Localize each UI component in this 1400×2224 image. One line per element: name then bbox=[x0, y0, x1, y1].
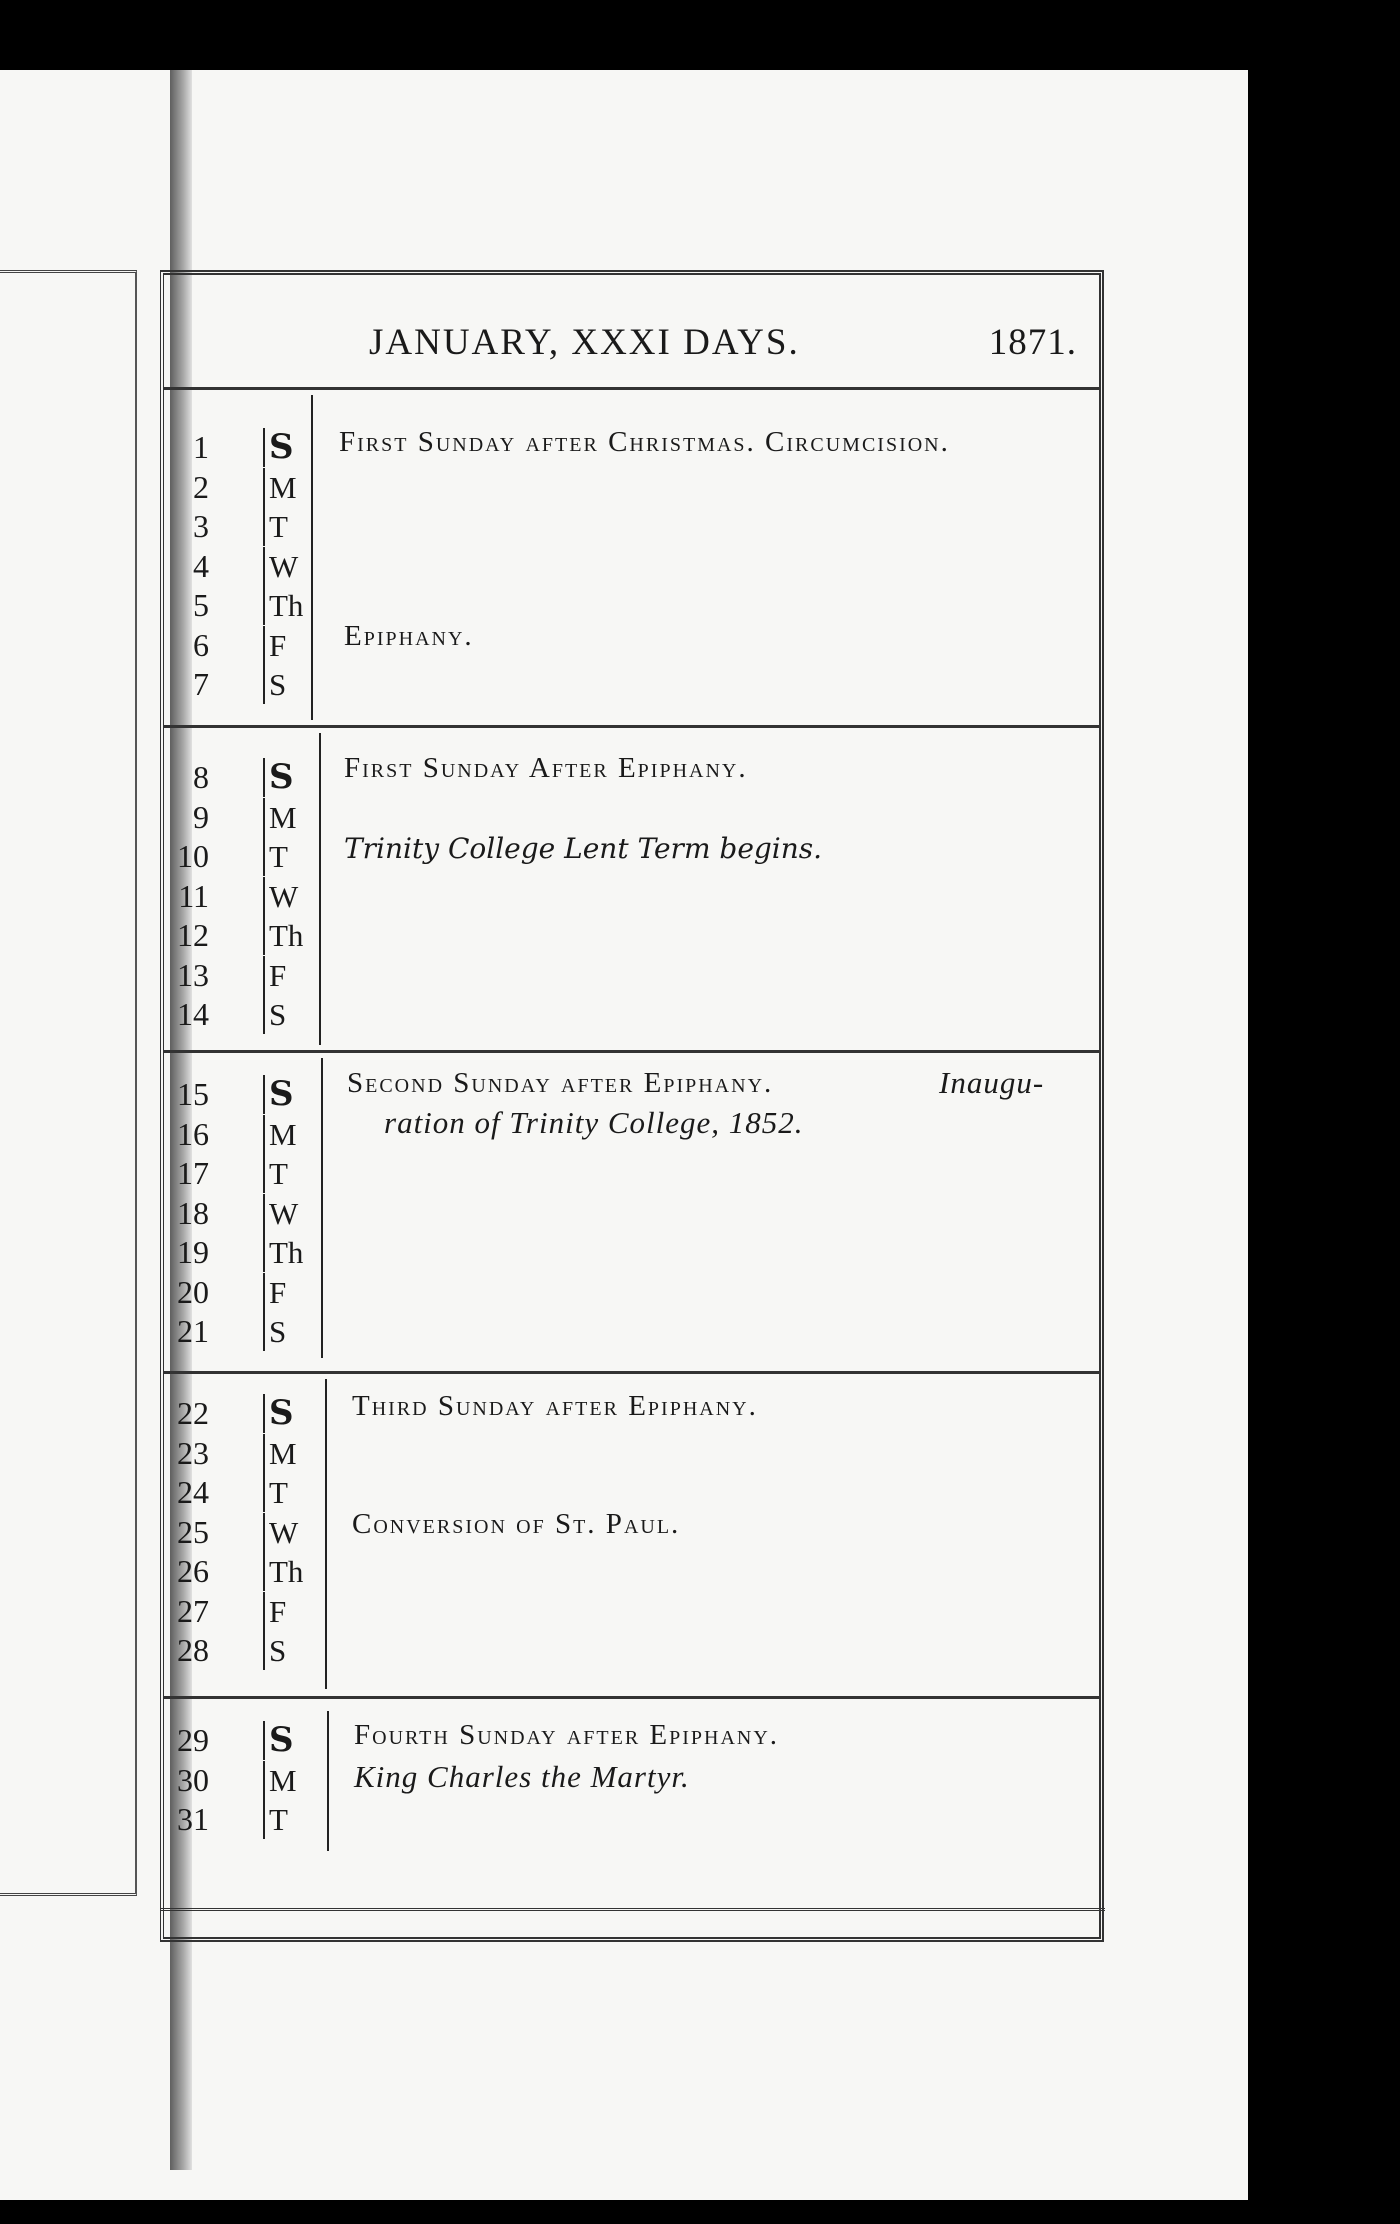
date-number: 2 bbox=[193, 468, 209, 505]
day-row bbox=[164, 1154, 324, 1194]
date-number: 1 bbox=[193, 429, 209, 465]
day-row bbox=[164, 837, 324, 877]
weekday-letter: M bbox=[263, 798, 329, 837]
calendar-entry: Third Sunday after Epiphany. bbox=[352, 1390, 758, 1422]
day-row bbox=[164, 1721, 324, 1761]
calendar-header bbox=[164, 275, 1099, 390]
date-number: 24 bbox=[177, 1474, 209, 1510]
date-number: 27 bbox=[177, 1592, 209, 1629]
day-row bbox=[164, 1273, 324, 1313]
calendar-entry: Fourth Sunday after Epiphany. bbox=[354, 1719, 780, 1751]
week-block bbox=[164, 1699, 1099, 1869]
day-rows bbox=[164, 1394, 324, 1671]
week-block bbox=[164, 390, 1099, 728]
weekday-letter: W bbox=[263, 1513, 329, 1552]
date-number: 25 bbox=[177, 1513, 209, 1550]
weekday-letter: T bbox=[263, 1800, 329, 1839]
day-row bbox=[164, 758, 324, 798]
day-row bbox=[164, 1115, 324, 1155]
week-block bbox=[164, 1374, 1099, 1699]
date-number: 14 bbox=[177, 996, 209, 1032]
weekday-letter: W bbox=[263, 877, 329, 916]
date-number: 21 bbox=[177, 1313, 209, 1349]
week-block bbox=[164, 728, 1099, 1053]
month-title: JANUARY, XXXI DAYS. bbox=[369, 322, 800, 363]
weekday-letter: T bbox=[263, 1154, 329, 1193]
weekday-letter: S bbox=[263, 665, 329, 704]
date-number: 16 bbox=[177, 1115, 209, 1152]
date-number: 7 bbox=[193, 666, 209, 702]
date-number: 6 bbox=[193, 626, 209, 663]
weekday-letter: W bbox=[263, 1194, 329, 1233]
day-row bbox=[164, 507, 324, 547]
weekday-letter: M bbox=[263, 1115, 329, 1154]
column-rule bbox=[311, 395, 313, 720]
calendar-entry: ration of Trinity College, 1852. bbox=[384, 1105, 804, 1140]
day-row bbox=[164, 956, 324, 996]
weekday-letter: Th bbox=[263, 1233, 329, 1272]
date-number: 18 bbox=[177, 1194, 209, 1231]
day-row bbox=[164, 1233, 324, 1273]
weekday-letter: S bbox=[263, 995, 329, 1034]
bottom-rule bbox=[160, 1908, 1105, 1911]
weekday-letter: S bbox=[263, 758, 329, 797]
day-row bbox=[164, 665, 324, 705]
calendar-entry: Trinity College Lent Term begins. bbox=[344, 832, 823, 865]
day-row bbox=[164, 547, 324, 587]
weekday-letter: S bbox=[263, 1631, 329, 1670]
weekday-letter: M bbox=[263, 1761, 329, 1800]
calendar-entry: Conversion of St. Paul. bbox=[352, 1508, 681, 1540]
day-row bbox=[164, 626, 324, 666]
weekday-letter: Th bbox=[263, 1552, 329, 1591]
date-number: 26 bbox=[177, 1553, 209, 1589]
day-rows bbox=[164, 1075, 324, 1352]
date-number: 10 bbox=[177, 838, 209, 874]
date-number: 12 bbox=[177, 917, 209, 953]
day-row bbox=[164, 1552, 324, 1592]
calendar-entry: First Sunday after Christmas. Circumcision. bbox=[339, 426, 950, 458]
day-rows bbox=[164, 1721, 324, 1840]
day-row bbox=[164, 995, 324, 1035]
weekday-letter: T bbox=[263, 507, 329, 546]
weekday-letter: F bbox=[263, 956, 329, 995]
weekday-letter: Th bbox=[263, 586, 329, 625]
date-number: 19 bbox=[177, 1234, 209, 1270]
weekday-letter: S bbox=[263, 1394, 329, 1433]
calendar-frame bbox=[160, 270, 1104, 1942]
calendar-entry: King Charles the Martyr. bbox=[354, 1759, 690, 1794]
weekday-letter: S bbox=[263, 1075, 329, 1114]
day-row bbox=[164, 1761, 324, 1801]
day-row bbox=[164, 1312, 324, 1352]
weekday-letter: F bbox=[263, 1273, 329, 1312]
date-number: 17 bbox=[177, 1155, 209, 1191]
day-rows bbox=[164, 758, 324, 1035]
day-row bbox=[164, 468, 324, 508]
weekday-letter: M bbox=[263, 468, 329, 507]
date-number: 28 bbox=[177, 1632, 209, 1668]
day-row bbox=[164, 798, 324, 838]
calendar-entry: First Sunday After Epiphany. bbox=[344, 752, 748, 784]
weekday-letter: F bbox=[263, 626, 329, 665]
date-number: 29 bbox=[177, 1722, 209, 1758]
column-rule bbox=[325, 1379, 327, 1689]
day-row bbox=[164, 428, 324, 468]
day-row bbox=[164, 1434, 324, 1474]
weekday-letter: T bbox=[263, 837, 329, 876]
facing-page-edge bbox=[0, 270, 137, 1896]
date-number: 13 bbox=[177, 956, 209, 993]
date-number: 11 bbox=[178, 877, 209, 914]
calendar-entry: Inaugu- bbox=[939, 1065, 1045, 1100]
date-number: 4 bbox=[193, 547, 209, 584]
weekday-letter: F bbox=[263, 1592, 329, 1631]
date-number: 20 bbox=[177, 1273, 209, 1310]
day-row bbox=[164, 877, 324, 917]
date-number: 15 bbox=[177, 1076, 209, 1112]
weekday-letter: Th bbox=[263, 916, 329, 955]
weekday-letter: W bbox=[263, 547, 329, 586]
day-row bbox=[164, 1194, 324, 1234]
calendar-entry: Epiphany. bbox=[344, 620, 474, 652]
date-number: 5 bbox=[193, 587, 209, 623]
column-rule bbox=[327, 1711, 329, 1851]
weekday-letter: M bbox=[263, 1434, 329, 1473]
date-number: 8 bbox=[193, 759, 209, 795]
day-row bbox=[164, 1394, 324, 1434]
date-number: 3 bbox=[193, 508, 209, 544]
column-rule bbox=[319, 733, 321, 1045]
date-number: 30 bbox=[177, 1761, 209, 1798]
day-row bbox=[164, 1631, 324, 1671]
weekday-letter: T bbox=[263, 1473, 329, 1512]
day-row bbox=[164, 1473, 324, 1513]
day-row bbox=[164, 1592, 324, 1632]
day-row bbox=[164, 1075, 324, 1115]
week-block bbox=[164, 1053, 1099, 1374]
date-number: 23 bbox=[177, 1434, 209, 1471]
weekday-letter: S bbox=[263, 1721, 329, 1760]
day-rows bbox=[164, 428, 324, 705]
weekday-letter: S bbox=[263, 428, 329, 467]
date-number: 22 bbox=[177, 1395, 209, 1431]
date-number: 31 bbox=[177, 1801, 209, 1837]
day-row bbox=[164, 586, 324, 626]
weekday-letter: S bbox=[263, 1312, 329, 1351]
day-row bbox=[164, 1800, 324, 1840]
date-number: 9 bbox=[193, 798, 209, 835]
calendar-entry: Second Sunday after Epiphany. bbox=[347, 1067, 774, 1099]
column-rule bbox=[321, 1058, 323, 1358]
day-row bbox=[164, 916, 324, 956]
year-label: 1871. bbox=[988, 322, 1077, 363]
day-row bbox=[164, 1513, 324, 1553]
